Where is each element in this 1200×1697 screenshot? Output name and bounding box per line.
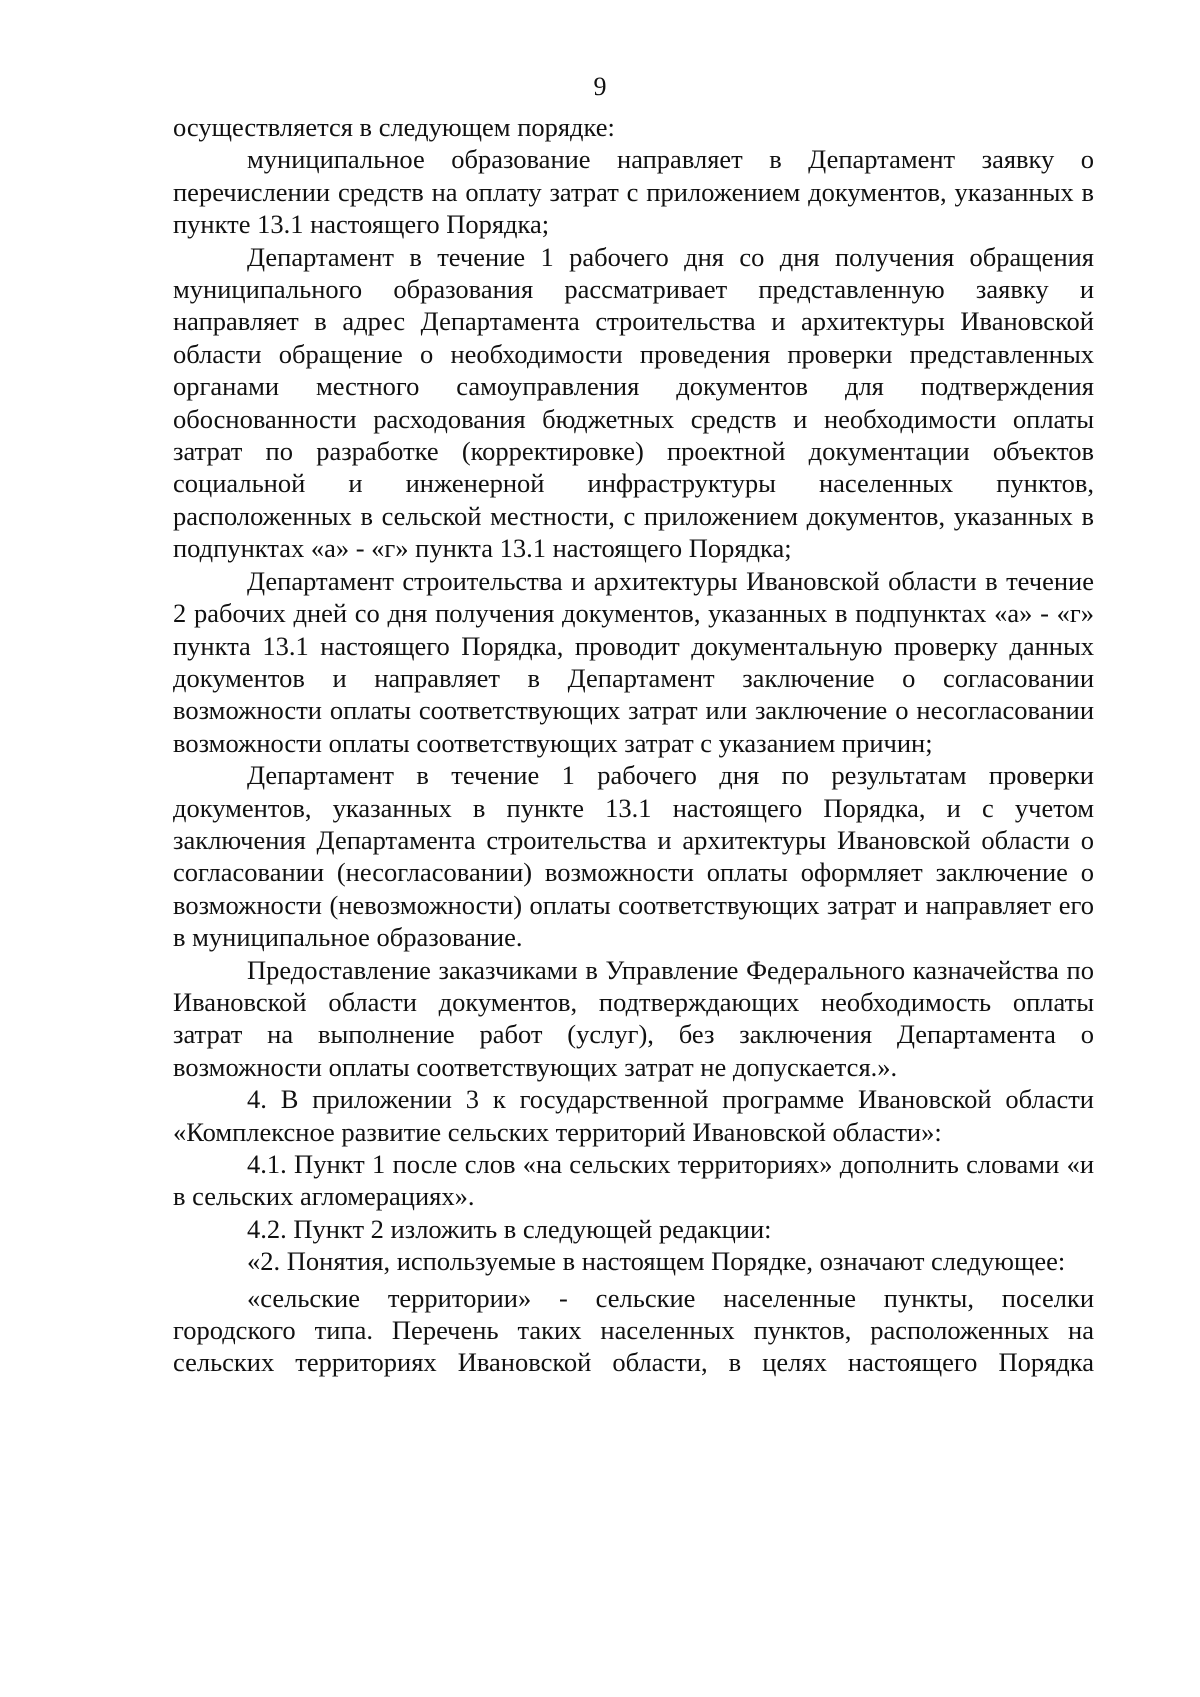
- paragraph-9: 4.2. Пункт 2 изложить в следующей редакции:: [247, 1213, 772, 1244]
- paragraph-1: осуществляется в следующем порядке:: [173, 112, 615, 142]
- paragraph-5: Департамент в течение 1 рабочего дня по результатам проверки документов, указанных в пункте 13.1 настоящего Порядка, и с учетом заключения Департамента строительства и архитектуры Ивановской области о согласовании (несогласовании) возможности оплаты оформляет заключение о возможности (невозможности) оплаты соответствующих затрат и направляет его в муниципальное образование.: [173, 760, 1094, 953]
- document-body: [173, 111, 1094, 1379]
- paragraph-8: 4.1. Пункт 1 после слов «на сельских территориях» дополнить словами «и в сельских агломерациях».: [173, 1149, 1094, 1212]
- paragraph-4: Департамент строительства и архитектуры Ивановской области в течение 2 рабочих дней со дня получения документов, указанных в подпунктах «а» - «г» пункта 13.1 настоящего Порядка, проводит документальную проверку данных документов и направляет в Департамент заключение о согласовании возможности оплаты соответствующих затрат или заключение о несогласовании возможности оплаты соответствующих затрат с указанием причин;: [173, 565, 1094, 758]
- paragraph-2: муниципальное образование направляет в Департамент заявку о перечислении средств на оплату затрат с приложением документов, указанных в пункте 13.1 настоящего Порядка;: [173, 144, 1094, 240]
- paragraph-11: «сельские территории» - сельские населенные пункты, поселки городского типа. Перечень таких населенных пунктов, расположенных на сельских территориях Ивановской области, в целях настоящего Порядка: [173, 1282, 1094, 1378]
- paragraph-3: Департамент в течение 1 рабочего дня со дня получения обращения муниципального образования рассматривает представленную заявку и направляет в адрес Департамента строительства и архитектуры Ивановской области обращение о необходимости проведения проверки представленных органами местного самоуправления документов для подтверждения обоснованности расходования бюджетных средств и необходимости оплаты затрат по разработке (корректировке) проектной документации объектов социальной и инженерной инфраструктуры населенных пунктов, расположенных в сельской местности, с приложением документов, указанных в подпунктах «а» - «г» пункта 13.1 настоящего Порядка;: [173, 241, 1094, 564]
- paragraph-7: 4. В приложении 3 к государственной программе Ивановской области «Комплексное развитие сельских территорий Ивановской области»:: [173, 1084, 1094, 1147]
- page-number: 9: [593, 72, 607, 101]
- paragraph-6: Предоставление заказчиками в Управление Федерального казначейства по Ивановской области документов, подтверждающих необходимость оплаты затрат на выполнение работ (услуг), без заключения Департамента о возможности оплаты соответствующих затрат не допускается.».: [173, 954, 1094, 1082]
- paragraph-10: «2. Понятия, используемые в настоящем Порядке, означают следующее:: [247, 1246, 1066, 1277]
